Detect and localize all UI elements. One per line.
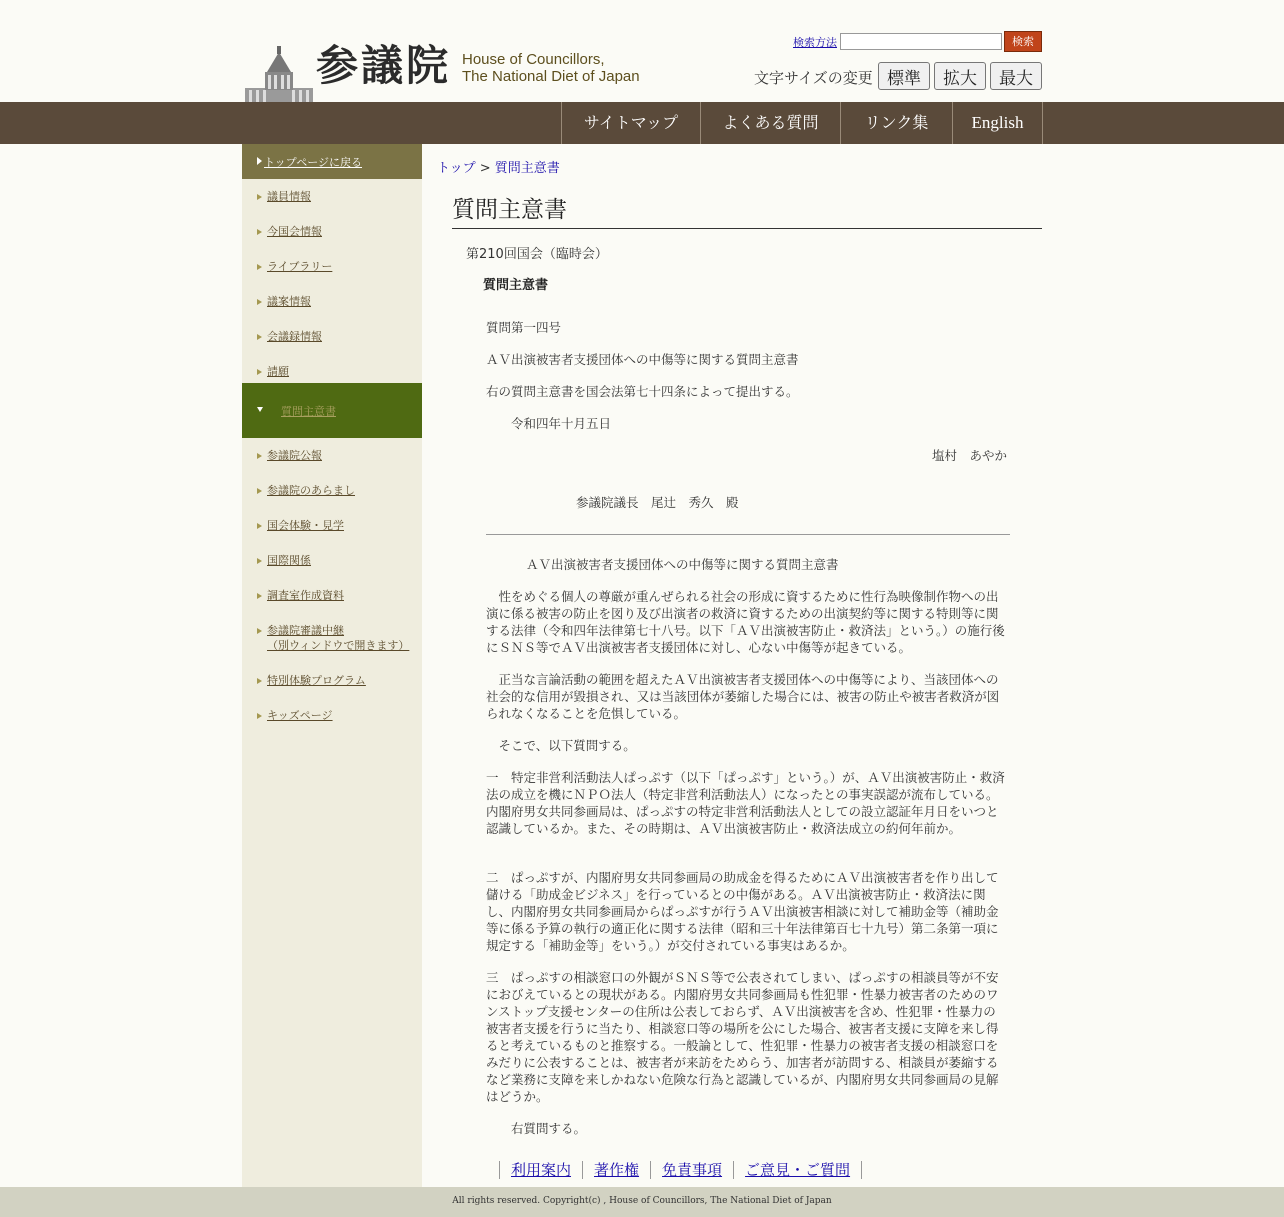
triangle-right-icon	[257, 628, 262, 634]
triangle-right-icon	[257, 334, 262, 340]
footer-link-usage[interactable]: 利用案内	[499, 1161, 582, 1179]
breadcrumb-top-link[interactable]: トップ	[437, 161, 476, 176]
sidebar-item-label: 参議院のあらまし	[267, 484, 355, 497]
page-title: 質問主意書	[452, 194, 1042, 229]
breadcrumb-separator: >	[475, 161, 495, 176]
sidebar-back-label: トップページに戻る	[264, 156, 363, 169]
question-item-3: 三 ぱっぷすの相談窓口の外観がＳＮＳ等で公表されてしまい、ぱっぷすの相談員等が不安におびえているとの現状がある。内閣府男女共同参画局も性犯罪・性暴力被害者のためのワンストップ支援センターの住所は公表しておらず、ＡＶ出演被害を含め、性犯罪・性暴力の被害者支援を行うに当たり、相談窓口等の場所を公にした場合、被害者支援に支障を来し得ると考えているものと推察する。一般論として、性犯罪・性暴力の被害者支援の相談窓口をみだりに公表することは、被害者が来訪をためらう、加害者が訪問する、相談員が萎縮するなど業務に支障を来しかねない危険な行為と認識しているが、内閣府男女共同参画局の見解はどうか。	[486, 970, 999, 1104]
nav-faq[interactable]: よくある質問	[700, 102, 840, 144]
sidebar-item-label: 議員情報	[267, 190, 311, 203]
submission-date: 令和四年十月五日	[511, 416, 612, 431]
sidebar-item-label: 参議院公報	[267, 449, 322, 462]
sidebar-item-label: 今国会情報	[267, 225, 322, 238]
sidebar-item-label: 国会体験・見学	[267, 519, 344, 532]
logo-en-line1: House of Councillors,	[462, 51, 605, 68]
copyright-text: All rights reserved. Copyright(c) , House of Councillors, The National Diet of Japan	[452, 1196, 832, 1206]
footer-link-copyright[interactable]: 著作権	[582, 1161, 650, 1179]
sidebar	[242, 144, 422, 1187]
font-size-standard-button[interactable]: 標準	[878, 62, 930, 90]
sidebar-item-label: 請願	[267, 365, 289, 378]
broadcast-line2: （別ウィンドウで開きます）	[267, 639, 410, 652]
diet-building-icon	[243, 44, 315, 102]
footer-link-disclaimer[interactable]: 免責事項	[650, 1161, 733, 1179]
footer-links	[499, 1161, 862, 1181]
document-divider	[486, 534, 1010, 535]
nav-english[interactable]: English	[952, 102, 1043, 144]
triangle-right-icon	[257, 593, 262, 599]
sidebar-item-questions-active[interactable]	[242, 383, 422, 438]
sidebar-item-label: 会議録情報	[267, 330, 322, 343]
question-number: 質問第一四号	[486, 320, 562, 335]
triangle-right-icon	[257, 369, 262, 375]
nav-sitemap[interactable]: サイトマップ	[561, 102, 700, 144]
nav-links[interactable]: リンク集	[840, 102, 952, 144]
breadcrumb-current-link[interactable]: 質問主意書	[494, 161, 560, 176]
triangle-right-icon	[257, 678, 262, 684]
submitter-name: 塩村 あやか	[932, 448, 1008, 463]
triangle-right-icon	[257, 299, 262, 305]
sidebar-item-label: 質問主意書	[281, 405, 336, 418]
submission-statement: 右の質問主意書を国会法第七十四条によって提出する。	[486, 384, 799, 399]
body-paragraph: 正当な言論活動の範囲を超えたＡＶ出演被害者支援団体への中傷等により、当該団体への社会的な信用が毀損され、又は当該団体が萎縮した場合には、被害の防止や被害者救済が図られなくなることを危惧している。	[486, 672, 1000, 721]
site-logo-kanji[interactable]: 参議院	[316, 41, 452, 90]
triangle-right-icon	[257, 488, 262, 494]
font-size-large-button[interactable]: 拡大	[934, 62, 986, 90]
font-size-max-button[interactable]: 最大	[990, 62, 1042, 90]
sidebar-item-label: キッズページ	[267, 709, 333, 722]
search-button[interactable]: 検索	[1004, 31, 1042, 52]
question-item-1: 一 特定非営利活動法人ぱっぷす（以下「ぱっぷす」という。）が、ＡＶ出演被害防止・救済法の成立を機にＮＰＯ法人（特定非営利活動法人）になったとの事実誤認が流布している。内閣府男女共同参画局は、ぱっぷすの特定非営利活動法人としての設立認証年月日をいつと認識しているか。また、その時期は、ＡＶ出演被害防止・救済法成立の約何年前か。	[486, 770, 1005, 836]
body-title: ＡＶ出演被害者支援団体への中傷等に関する質問主意書	[526, 557, 839, 572]
triangle-right-icon	[257, 713, 262, 719]
body-paragraph: そこで、以下質問する。	[486, 738, 636, 753]
triangle-right-icon	[257, 194, 262, 200]
site-header	[0, 0, 1284, 102]
triangle-right-icon	[257, 558, 262, 564]
broadcast-line1: 参議院審議中継	[267, 624, 344, 637]
question-item-2: 二 ぱっぷすが、内閣府男女共同参画局の助成金を得るためにＡＶ出演被害者を作り出して儲ける「助成金ビジネス」を行っているとの中傷がある。ＡＶ出演被害防止・救済法に関し、内閣府男女共同参画局からぱっぷすが行うＡＶ出演被害相談に対して補助金等（補助金等に係る予算の執行の適正化に関する法律（昭和三十年法律第百七十九号）第二条第一項に規定する「補助金等」をいう。）が交付されている事実はあるか。	[486, 870, 999, 953]
sidebar-back-to-top[interactable]	[242, 144, 422, 179]
sidebar-item-label: 議案情報	[267, 295, 311, 308]
footer-link-feedback[interactable]: ご意見・ご質問	[733, 1161, 861, 1179]
triangle-right-icon	[257, 229, 262, 235]
breadcrumb	[437, 157, 560, 176]
site-logo-english[interactable]	[462, 51, 640, 85]
question-title: ＡＶ出演被害者支援団体への中傷等に関する質問主意書	[486, 352, 799, 367]
font-size-label: 文字サイズの変更	[754, 69, 873, 87]
triangle-right-icon	[257, 523, 262, 529]
closing-statement: 右質問する。	[511, 1121, 587, 1136]
sidebar-item-label: 特別体験プログラム	[267, 674, 366, 687]
sidebar-item-label: ライブラリー	[267, 260, 333, 273]
document-heading: 質問主意書	[483, 278, 549, 293]
footer-divider	[861, 1161, 862, 1179]
triangle-down-icon	[257, 407, 263, 412]
logo-en-line2: The National Diet of Japan	[462, 68, 640, 85]
triangle-right-icon	[257, 157, 262, 165]
triangle-right-icon	[257, 264, 262, 270]
global-nav	[0, 102, 1284, 144]
sidebar-item-label: 国際関係	[267, 554, 311, 567]
triangle-right-icon	[257, 453, 262, 459]
sidebar-item-label	[267, 623, 409, 653]
body-paragraph: 性をめぐる個人の尊厳が重んぜられる社会の形成に資するために性行為映像制作物への出演に係る被害の防止を図り及び出演者の救済に資するための出演契約等に関する特則等に関する法律（令和四年法律第七十八号。以下「ＡＶ出演被害防止・救済法」という。）の施行後にＳＮＳ等でＡＶ出演被害者支援団体に対し、心ない中傷等が起きている。	[486, 589, 1005, 655]
addressee: 参議院議長 尾辻 秀久 殿	[576, 495, 739, 510]
search-help-link[interactable]: 検索方法	[793, 36, 837, 49]
search-input[interactable]	[840, 33, 1002, 50]
session-label: 第210回国会（臨時会）	[466, 247, 608, 262]
sidebar-item-label: 調査室作成資料	[267, 589, 344, 602]
